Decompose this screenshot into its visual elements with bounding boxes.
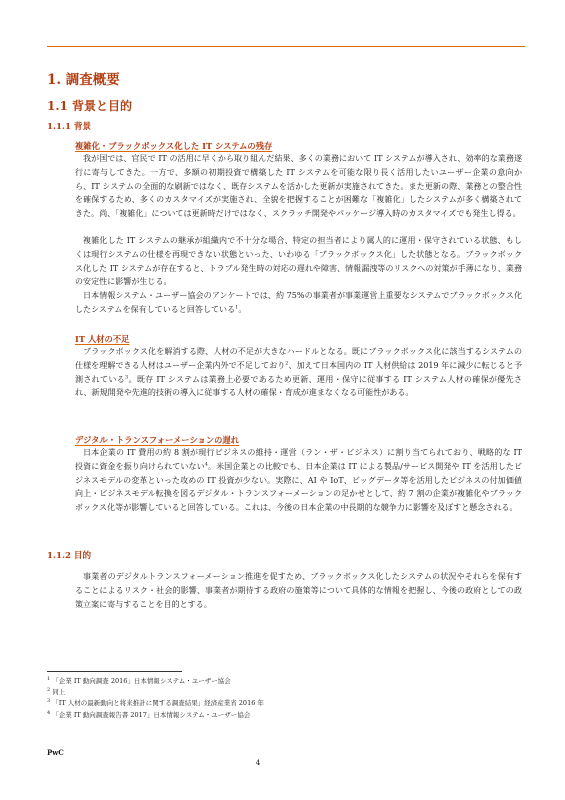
footnote-separator	[47, 671, 182, 672]
footnote-ref-3[interactable]: 3	[125, 373, 129, 380]
paragraph-talent-1b: 、加えて日本国内の IT 人材供給は 2019 年に減少に転じると予測されている	[75, 360, 522, 384]
page-number: 4	[255, 758, 261, 767]
section-heading-1-1: 1.1 背景と目的	[47, 99, 133, 113]
footnotes	[47, 676, 264, 721]
paragraph-talent-1a: ブラックボックス化を解消する際、人材の不足が大きなハードルとなる。既にブラックボックス化に該当するシステムの仕様を理解できる人材はユーザー企業内外で不足しており	[75, 347, 522, 370]
paragraph-blackbox-3-end: 。	[238, 304, 247, 314]
section-heading-1-1-2: 1.1.2 目的	[47, 551, 92, 561]
footer-brand-logo: PwC	[47, 748, 64, 757]
footnote-text: 「IT 人材の最新動向と将来推計に関する調査結果」経済産業省 2016 年	[52, 699, 264, 708]
footnote-ref-4[interactable]: 4	[204, 461, 208, 468]
subsection-title-dx: デジタル・トランスフォーメーションの遅れ	[75, 435, 240, 445]
paragraph-dx-1	[75, 446, 522, 515]
subsection-title-talent: IT 人材の不足	[75, 334, 130, 344]
subsection-title-blackbox: 複雑化・ブラックボックス化した IT システムの残存	[75, 141, 273, 151]
section-heading-1-1-1: 1.1.1 背景	[47, 122, 92, 132]
footnote-item	[47, 710, 264, 721]
section-heading-1: 1. 調査概要	[47, 72, 120, 88]
footnote-text: 同上	[52, 688, 66, 697]
header-rule	[47, 46, 525, 47]
footnote-number: 4	[47, 709, 51, 716]
footnote-number: 1	[47, 675, 51, 682]
footnote-ref-2[interactable]: 2	[285, 360, 289, 367]
footnote-text: 「企業 IT 動向調査 2016」日本情報システム・ユーザー協会	[52, 677, 231, 685]
paragraph-blackbox-3	[75, 289, 522, 317]
paragraph-dx-1a: 日本企業の IT 費用の約 8 割が現行ビジネスの維持・運営（ラン・ザ・ビジネス）に割り当てられており、戦略的な IT 投資に資金を振り向けられていない	[75, 448, 522, 471]
paragraph-talent-1c: 。既存 IT システムは業務上必要であるため更新、運用・保守に従事する IT システム人材の確保が優先され、新規開発や先進的技術の導入に従事する人材の確保・育成が進まなくなる可能性がある。	[75, 374, 522, 398]
footnote-ref-1[interactable]: 1	[235, 304, 239, 311]
paragraph-blackbox-3-text: 日本情報システム・ユーザー協会のアンケートでは、約 75%の事業者が事業運営上重要なシステムでブラックボックス化したシステムを保有していると回答している	[75, 291, 522, 314]
footnote-number: 2	[47, 687, 51, 694]
paragraph-dx-1b: 。米国企業との比較でも、日本企業は IT による製品/サービス開発や IT を活用したビジネスモデルの変革といった攻めの IT 投資が少ない。実際に、AI や IoT、ビッグデータ等を活用したビジネスの付加価値向上・ビジネスモデル転換を図るデジタル・トランスフォーメーションの足かせとして、約 7 割の企業が複雑化やブラックボックス化等が影響していると回答している。これは、今後の日本企業の中長期的な競争力に影響を及ぼすと懸念される。	[75, 461, 522, 513]
paragraph-talent-1	[75, 345, 522, 400]
paragraph-blackbox-2: 複雑化した IT システムの継承が組織内で不十分な場合、特定の担当者により属人的に運用・保守されている状態、もしくは現行システムの仕様を再現できない状態といった、いわゆる「ブラックボックス化」した状態となる。ブラックボックス化した IT システムが存在すると、トラブル発生時の対応の遅れや障害、情報漏洩等のリスクへの対策が手薄になり、業務の安定性に影響が生じる。	[75, 236, 522, 287]
footnote-number: 3	[47, 698, 51, 705]
paragraph-purpose-1: 事業者のデジタルトランスフォーメーション推進を促すため、ブラックボックス化したシステムの状況やそれらを保有することによるリスク・社会的影響、事業者が期待する政府の施策等について具体的な情報を把握し、今後の政府としての政策立案に寄与することを目的とする。	[75, 572, 522, 609]
footnote-item	[47, 687, 264, 698]
footnote-item	[47, 676, 264, 687]
footnote-item	[47, 698, 264, 709]
footnote-text: 「企業 IT 動向調査報告書 2017」日本情報システム・ユーザー協会	[52, 710, 251, 719]
paragraph-blackbox-1: 我が国では、官民で IT の活用に早くから取り組んだ結果、多くの業務において IT システムが導入され、効率的な業務遂行に寄与してきた。一方で、多額の初期投資で構築した IT システムを可能な限り長く活用したいユーザー企業の意向から、IT システムの全面的な刷新ではなく、既存システムを活かした更新が実施されてきた。また更新の際、業務との整合性を確保するため、多くのカスタマイズが実施され、全貌を把握することが困難な「複雑化」したシステムが多く構築されてきた。尚、「複雑化」については更新時だけではなく、スクラッチ開発やパッケージ導入時のカスタマイズでも発生し得る。	[75, 154, 522, 219]
